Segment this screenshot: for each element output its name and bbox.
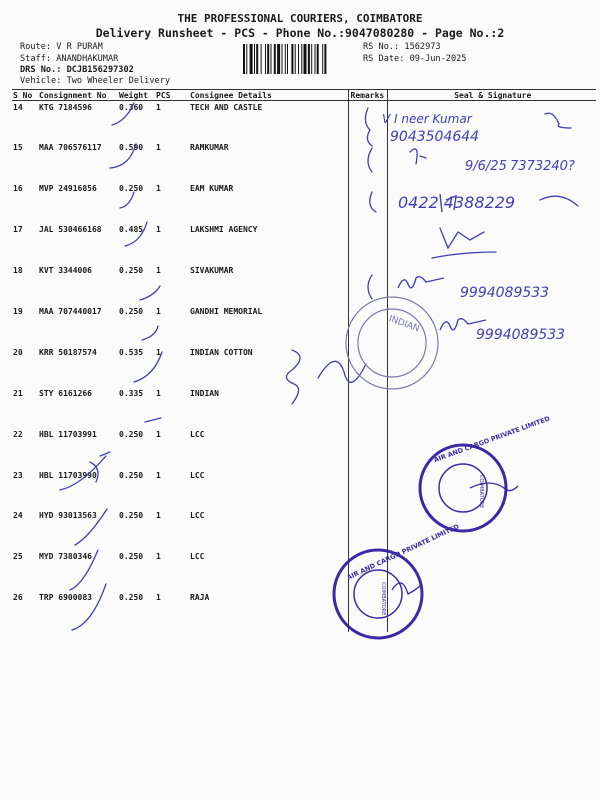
cell-weight: 0.250 <box>119 552 144 562</box>
cell-seal-signature <box>387 591 596 632</box>
cell-consignment: MYD 7380346 <box>39 552 92 562</box>
cell-remarks <box>348 141 387 182</box>
cell-seal-signature <box>387 305 596 346</box>
cell-sno: 24 <box>13 511 23 521</box>
cell-pcs: 1 <box>156 103 161 112</box>
vehicle-label: Vehicle: Two Wheeler Delivery <box>20 76 171 86</box>
cell-consignee: RAJA <box>190 593 210 603</box>
cell-seal-signature <box>387 264 596 305</box>
col-header-remarks: Remarks <box>348 90 387 101</box>
handwritten-phone: 0422 4388229 <box>398 193 516 212</box>
cell-weight: 0.250 <box>119 184 144 194</box>
table-row <box>12 182 596 223</box>
runsheet-table <box>12 89 596 632</box>
cell-weight: 0.535 <box>119 347 144 357</box>
cell-consignee: SIVAKUMAR <box>190 266 234 276</box>
cell-consignee: LCC <box>190 511 205 521</box>
handwritten-date: 9/6/25 <box>465 159 507 174</box>
cell-weight: 0.590 <box>119 143 144 153</box>
cell-weight: 0.250 <box>119 470 144 480</box>
cell-sno: 15 <box>13 143 23 153</box>
cell-remarks <box>348 469 387 510</box>
cell-pcs: 1 <box>156 225 161 235</box>
cell-consignee: TECH AND CASTLE <box>190 103 263 112</box>
cell-sno: 17 <box>13 225 23 235</box>
cell-consignee: RAMKUMAR <box>190 143 229 153</box>
cell-pcs: 1 <box>156 143 161 153</box>
table-row <box>12 305 596 346</box>
route-label: Route: V R PURAM <box>20 42 103 52</box>
cell-sno: 18 <box>13 266 23 276</box>
cell-pcs: 1 <box>156 388 161 398</box>
cell-weight: 0.335 <box>119 388 144 398</box>
cell-consignment: HBL 11703990 <box>39 470 97 480</box>
table-row <box>12 509 596 550</box>
col-header-seal: Seal & Signature <box>387 90 596 101</box>
cell-remarks <box>348 101 387 142</box>
staff-label: Staff: ANANDHAKUMAR <box>20 53 119 64</box>
table-row <box>12 469 596 510</box>
cell-sno: 23 <box>13 470 23 480</box>
col-header-pcs: PCS <box>154 90 188 101</box>
cell-consignee: EAM KUMAR <box>190 184 234 194</box>
header-left <box>20 42 134 77</box>
col-header-consignment: Consignment No <box>37 90 117 101</box>
cell-sno: 19 <box>13 306 23 316</box>
cell-consignment: MVP 24916856 <box>39 184 97 194</box>
handwritten-name: V I neer Kumar <box>382 112 472 126</box>
table-header <box>12 90 596 101</box>
col-header-consignee: Consignee Details <box>188 90 348 101</box>
cell-sno: 20 <box>13 347 23 357</box>
cell-seal-signature <box>387 346 596 387</box>
cell-seal-signature <box>387 387 596 428</box>
cell-sno: 16 <box>13 184 23 194</box>
cell-consignment: KRR 50187574 <box>39 347 97 357</box>
cell-remarks <box>348 305 387 346</box>
cell-pcs: 1 <box>156 184 161 194</box>
cell-consignment: TRP 6900083 <box>39 593 92 603</box>
handwritten-phone: 9043504644 <box>390 129 480 145</box>
cell-remarks <box>348 346 387 387</box>
cell-seal-signature <box>387 550 596 591</box>
cell-seal-signature <box>387 509 596 550</box>
stamp-center-text: COIMBATORE <box>478 475 484 509</box>
cell-remarks <box>348 223 387 264</box>
cell-remarks <box>348 550 387 591</box>
cell-consignment: HYD 93013563 <box>39 511 97 521</box>
col-header-weight: Weight <box>117 90 154 101</box>
cell-pcs: 1 <box>156 429 161 439</box>
table-row <box>12 346 596 387</box>
header-right <box>363 42 466 65</box>
cell-remarks <box>348 264 387 305</box>
company-title: THE PROFESSIONAL COURIERS, COIMBATORE <box>177 12 423 25</box>
cell-consignee: LCC <box>190 470 205 480</box>
cell-consignee: LCC <box>190 429 205 439</box>
cell-consignment: STY 6161266 <box>39 388 92 398</box>
cell-pcs: 1 <box>156 347 161 357</box>
cell-sno: 22 <box>13 429 23 439</box>
table-row <box>12 264 596 305</box>
cell-remarks <box>348 509 387 550</box>
table-row <box>12 387 596 428</box>
barcode <box>243 44 357 74</box>
cell-consignment: HBL 11703991 <box>39 429 97 439</box>
cell-sno: 26 <box>13 593 23 603</box>
cell-pcs: 1 <box>156 266 161 276</box>
rs-date: RS Date: 09-Jun-2025 <box>363 53 467 64</box>
cell-seal-signature <box>387 469 596 510</box>
table-row <box>12 591 596 632</box>
cell-pcs: 1 <box>156 593 161 603</box>
cell-weight: 0.360 <box>119 103 144 112</box>
cell-seal-signature <box>387 428 596 469</box>
cell-weight: 0.250 <box>119 266 144 276</box>
drs-label: DRS No.: DCJB156297302 <box>20 65 134 75</box>
cell-remarks <box>348 591 387 632</box>
cell-remarks <box>348 387 387 428</box>
stamp-text: AIR AND CARGO PRIVATE LIMITED <box>345 522 461 582</box>
cell-consignment: KVT 3344006 <box>39 266 92 276</box>
cell-pcs: 1 <box>156 470 161 480</box>
cell-seal-signature <box>387 101 596 142</box>
stamp-text: AIR AND CARGO PRIVATE LIMITED <box>432 414 552 465</box>
cell-weight: 0.250 <box>119 306 144 316</box>
cell-consignee: GANDHI MEMORIAL <box>190 306 263 316</box>
cell-pcs: 1 <box>156 511 161 521</box>
cell-seal-signature <box>387 223 596 264</box>
cell-pcs: 1 <box>156 552 161 562</box>
table-row <box>12 223 596 264</box>
cell-consignee: LCC <box>190 552 205 562</box>
cell-consignment: JAL 530466168 <box>39 225 102 235</box>
stamp-center-text: COIMBATORE <box>380 582 386 616</box>
cell-seal-signature <box>387 141 596 182</box>
cell-consignment: KTG 7184596 <box>39 103 92 112</box>
table-row <box>12 101 596 142</box>
table-row <box>12 141 596 182</box>
cell-sno: 21 <box>13 388 23 398</box>
handwritten-phone: 9994089533 <box>476 327 566 343</box>
rs-number: RS No.: 1562973 <box>363 42 441 52</box>
cell-weight: 0.250 <box>119 593 144 603</box>
cell-consignee: INDIAN <box>190 388 219 398</box>
cell-remarks <box>348 182 387 223</box>
cell-pcs: 1 <box>156 306 161 316</box>
cell-remarks <box>348 428 387 469</box>
cell-consignee: LAKSHMI AGENCY <box>190 225 258 235</box>
cell-seal-signature <box>387 182 596 223</box>
cell-sno: 25 <box>13 552 23 562</box>
col-header-sno: S No <box>12 90 37 101</box>
cell-sno: 14 <box>13 103 23 112</box>
cell-consignment: MAA 707440017 <box>39 306 102 316</box>
handwritten-phone: 9994089533 <box>460 285 550 301</box>
table-row <box>12 550 596 591</box>
runsheet-subtitle: Delivery Runsheet - PCS - Phone No.:9047080280 - Page No.:2 <box>95 26 505 40</box>
handwritten-phone: 7373240? <box>510 159 575 174</box>
cell-weight: 0.250 <box>119 511 144 521</box>
table-row <box>12 428 596 469</box>
cell-weight: 0.250 <box>119 429 144 439</box>
cell-weight: 0.485 <box>119 225 144 235</box>
cell-consignment: MAA 706576117 <box>39 143 102 153</box>
stamp-text: INDIAN <box>387 314 421 335</box>
cell-consignee: INDIAN COTTON <box>190 347 253 357</box>
